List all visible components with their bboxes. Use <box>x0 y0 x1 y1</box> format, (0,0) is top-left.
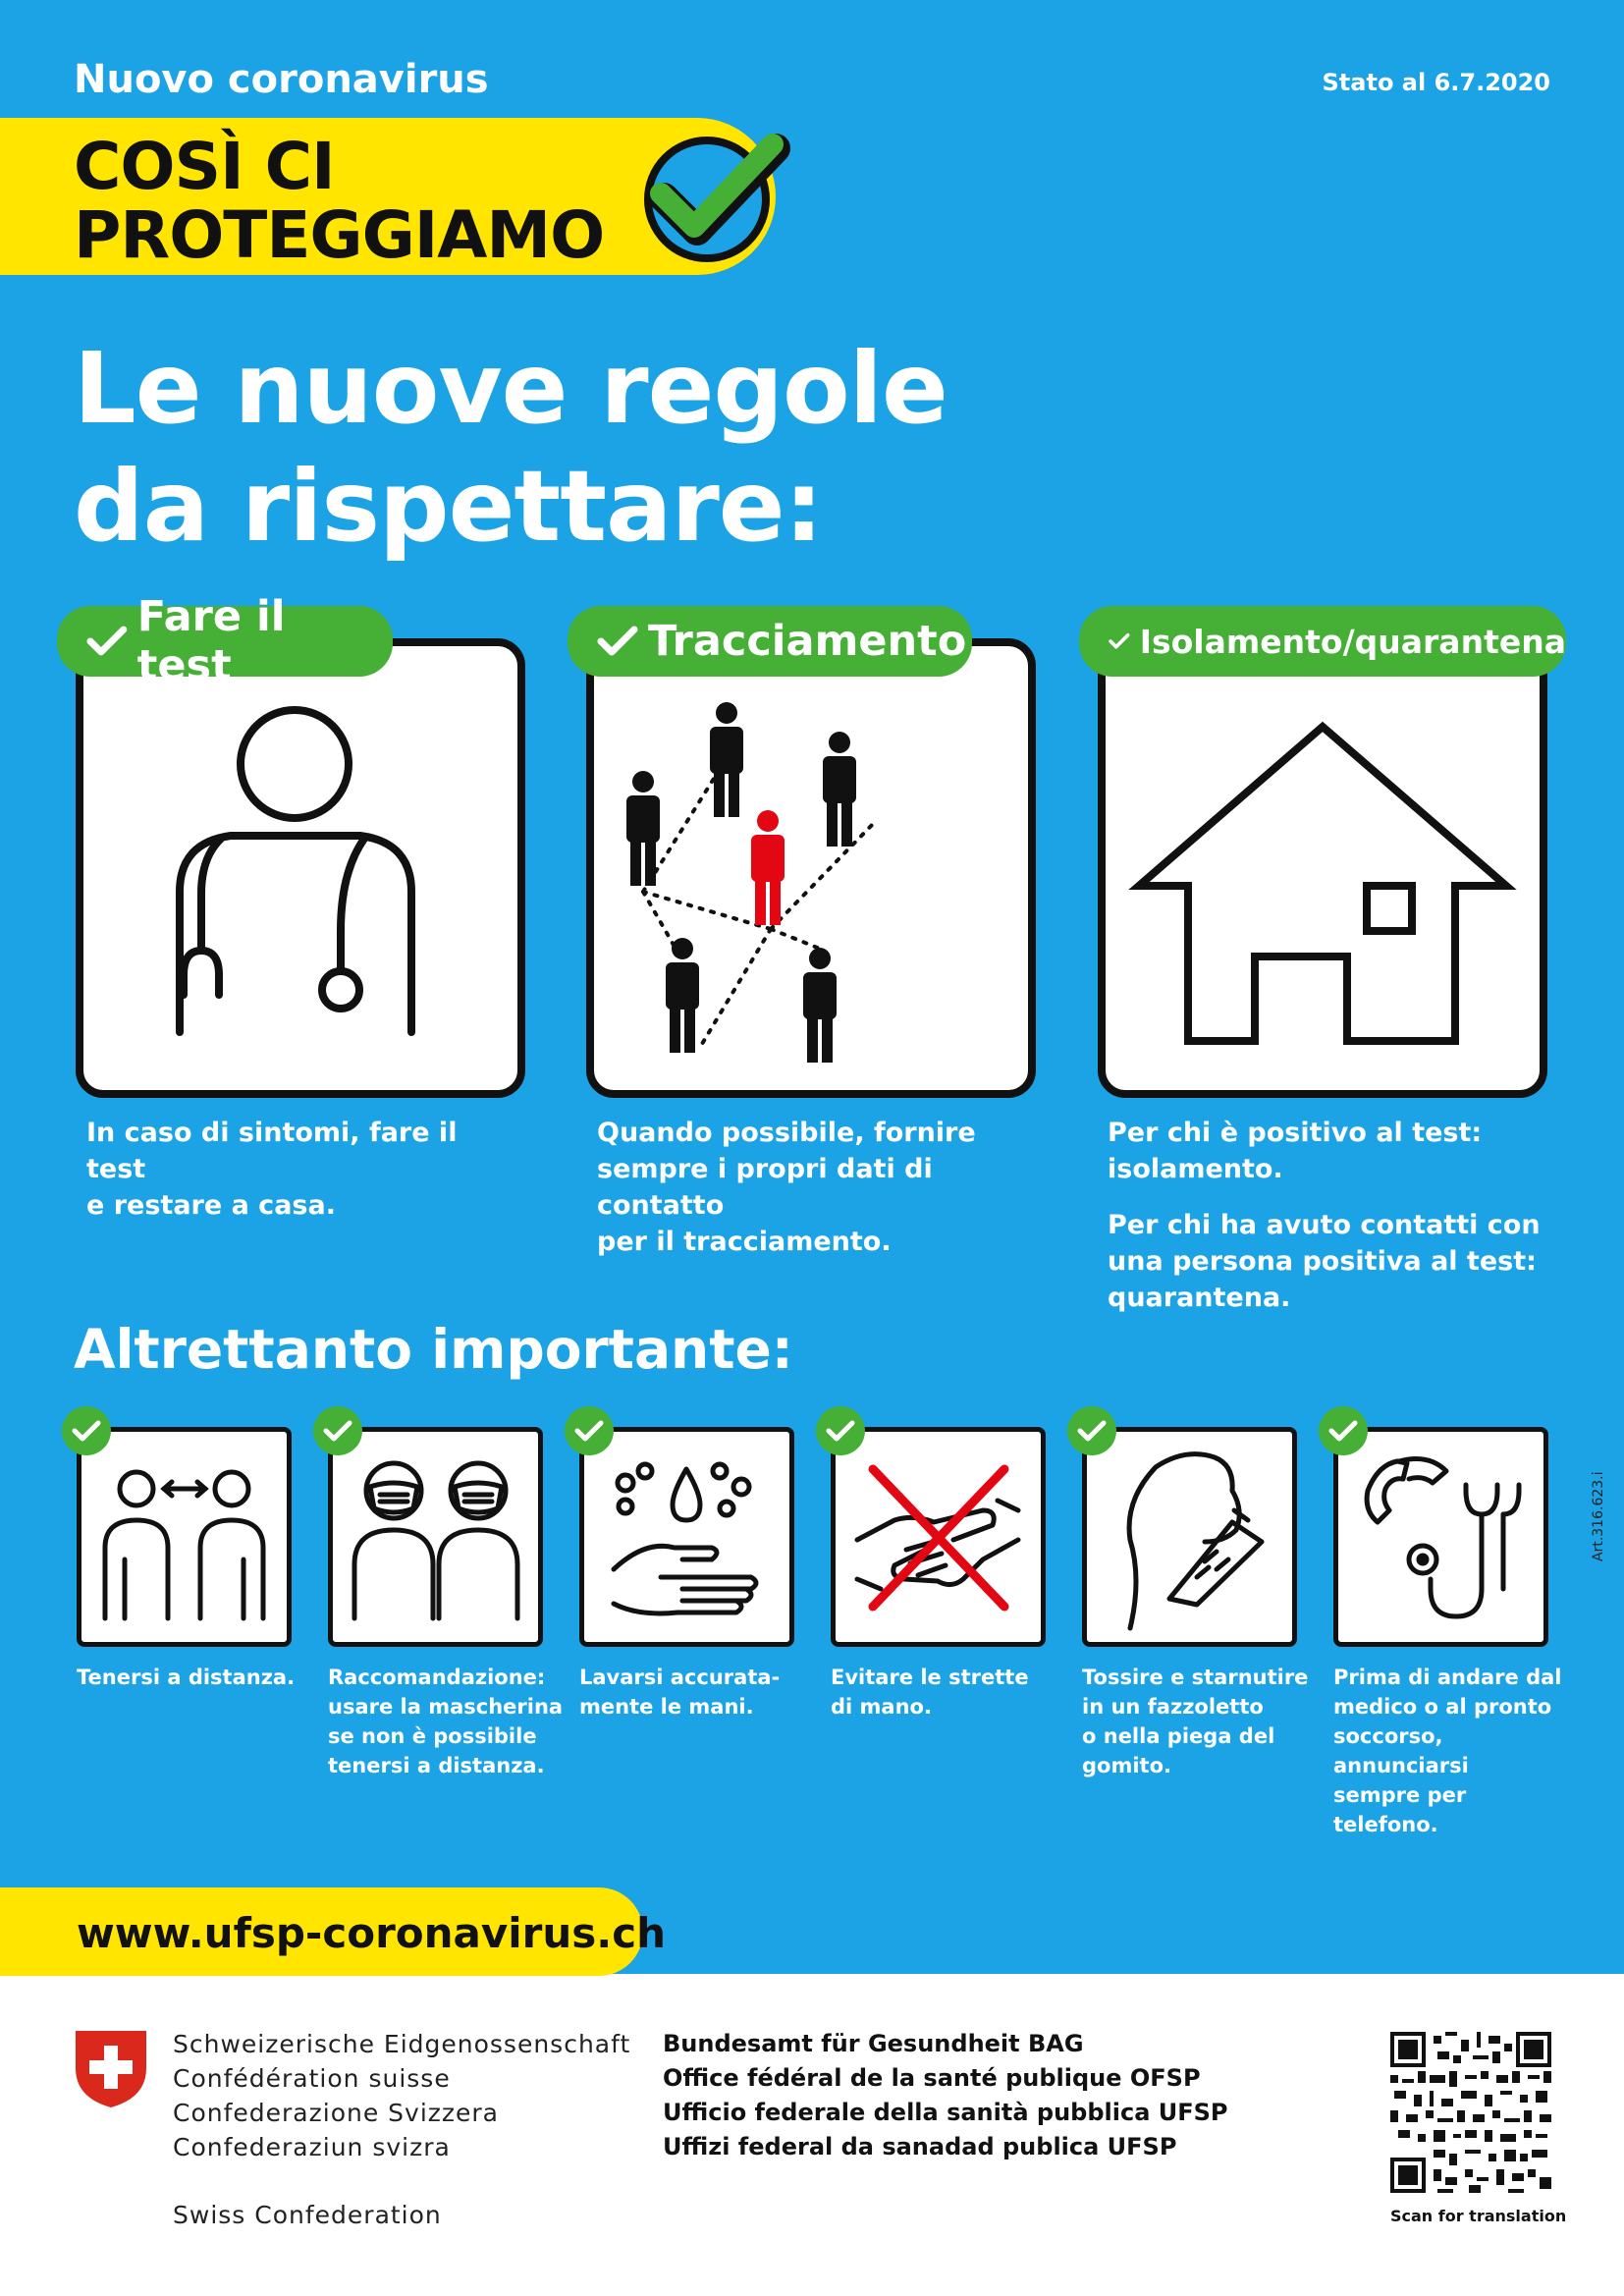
desc-line: Per chi ha avuto contatti con <box>1108 1210 1541 1240</box>
confederation-de: Schweizerische Eidgenossenschaft <box>173 2030 631 2058</box>
hand-wash-icon <box>584 1432 789 1642</box>
check-icon <box>574 1419 604 1443</box>
tip-desc-handshake <box>831 1663 1071 1722</box>
check-badge <box>313 1406 362 1455</box>
tip-line: usare la mascherina <box>328 1695 564 1719</box>
office-fr: Office fédéral de la santé publique OFSP <box>663 2064 1201 2092</box>
office-it: Ufficio federale della sanità pubblica UFSP <box>663 2099 1228 2126</box>
desc-line: In caso di sintomi, fare il test <box>86 1118 458 1184</box>
tip-desc-handwash <box>579 1663 820 1722</box>
tip-line: mente le mani. <box>579 1695 754 1719</box>
mask-icon <box>333 1432 538 1642</box>
sneeze-elbow-icon <box>1087 1432 1292 1642</box>
website-link[interactable]: www.ufsp-coronavirus.ch <box>77 1909 667 1957</box>
check-icon <box>72 1419 101 1443</box>
tip-line: Evitare le strette <box>831 1666 1029 1689</box>
check-icon <box>1077 1419 1107 1443</box>
swiss-confederation: Swiss Confederation <box>173 2201 442 2229</box>
confederation-rm: Confederaziun svizra <box>173 2133 451 2161</box>
tip-line: se non è possibile <box>328 1724 537 1748</box>
rule-card-tracing <box>586 638 1036 1098</box>
rule-title: Isolamento/quarantena <box>1139 622 1566 661</box>
tip-desc-phone <box>1333 1663 1574 1839</box>
desc-line: isolamento. <box>1108 1154 1283 1184</box>
tip-line: gomito. <box>1082 1754 1171 1777</box>
check-badge <box>816 1406 865 1455</box>
tip-card-phone <box>1333 1427 1548 1647</box>
confederation-it: Confederazione Svizzera <box>173 2099 499 2127</box>
qr-code-icon[interactable] <box>1390 2032 1551 2193</box>
tip-card-handwash <box>579 1427 794 1647</box>
desc-line: per il tracciamento. <box>597 1227 892 1257</box>
tip-desc-distance <box>77 1663 317 1692</box>
rule-desc-test <box>86 1115 518 1224</box>
desc-line: sempre i propri dati di contatto <box>597 1154 933 1221</box>
check-icon <box>826 1419 855 1443</box>
desc-line: Quando possibile, fornire <box>597 1118 976 1148</box>
rule-card-test <box>76 638 525 1098</box>
tip-line: Prima di andare dal <box>1333 1666 1562 1689</box>
tip-line: sempre per telefono. <box>1333 1783 1467 1836</box>
tip-card-handshake <box>831 1427 1046 1647</box>
swiss-coat-of-arms-icon <box>74 2029 148 2109</box>
tip-line: medico o al pronto <box>1333 1695 1552 1719</box>
check-icon <box>86 625 128 658</box>
tip-line: in un fazzoletto <box>1082 1695 1264 1719</box>
also-important-title: Altrettanto importante: <box>74 1318 793 1381</box>
confederation-fr: Confédération suisse <box>173 2064 451 2093</box>
check-icon <box>1328 1419 1358 1443</box>
tip-line: o nella piega del <box>1082 1724 1275 1748</box>
doctor-icon <box>83 646 517 1090</box>
check-icon <box>323 1419 352 1443</box>
rule-title: Tracciamento <box>648 617 967 666</box>
headline-line-2: da rispettare: <box>74 449 823 564</box>
article-number: Art.316.623.i <box>1591 1471 1606 1561</box>
tip-card-mask <box>328 1427 543 1647</box>
banner-line-2: PROTEGGIAMO <box>74 197 605 273</box>
rule-pill-test <box>57 592 393 690</box>
check-badge <box>565 1406 614 1455</box>
desc-line: una persona positiva al test: <box>1108 1246 1537 1277</box>
house-icon <box>1106 646 1540 1090</box>
headline-line-1: Le nuove regole <box>74 331 947 446</box>
check-icon <box>597 625 638 658</box>
tip-line: Tossire e starnutire <box>1082 1666 1309 1689</box>
tip-card-distance <box>77 1427 292 1647</box>
tip-line: di mano. <box>831 1695 932 1719</box>
tip-line: Lavarsi accurata- <box>579 1666 781 1689</box>
rule-card-isolation <box>1098 638 1547 1098</box>
contact-tracing-icon <box>594 646 1028 1090</box>
tip-card-sneeze <box>1082 1427 1297 1647</box>
qr-caption: Scan for translation <box>1390 2207 1567 2225</box>
desc-line: quarantena. <box>1108 1283 1291 1313</box>
check-badge <box>1319 1406 1368 1455</box>
desc-line: e restare a casa. <box>86 1190 336 1221</box>
checkmark-badge-icon <box>633 123 790 280</box>
date-stamp: Stato al 6.7.2020 <box>1322 69 1550 96</box>
no-handshake-icon <box>836 1432 1041 1642</box>
office-rm: Uffizi federal da sanadad publica UFSP <box>663 2133 1177 2160</box>
check-badge <box>62 1406 111 1455</box>
phone-stethoscope-icon <box>1338 1432 1543 1642</box>
rule-title: Fare il test <box>136 592 286 690</box>
rule-desc-tracing <box>597 1115 1049 1260</box>
distance-icon <box>81 1432 287 1642</box>
tip-desc-sneeze <box>1082 1663 1323 1780</box>
tip-line: tenersi a distanza. <box>328 1754 545 1777</box>
rule-pill-isolation <box>1079 606 1566 677</box>
rule-pill-tracing <box>568 606 972 677</box>
tip-line: Tenersi a distanza. <box>77 1666 296 1689</box>
kicker-text: Nuovo coronavirus <box>74 57 489 102</box>
desc-line: Per chi è positivo al test: <box>1108 1118 1483 1148</box>
rule-desc-isolation <box>1108 1115 1559 1316</box>
check-badge <box>1067 1406 1116 1455</box>
banner-line-1: COSÌ CI <box>74 129 335 204</box>
check-icon <box>1109 625 1130 658</box>
office-de: Bundesamt für Gesundheit BAG <box>663 2030 1084 2057</box>
tip-desc-mask <box>328 1663 568 1780</box>
tip-line: Raccomandazione: <box>328 1666 546 1689</box>
tip-line: soccorso, annunciarsi <box>1333 1724 1469 1777</box>
